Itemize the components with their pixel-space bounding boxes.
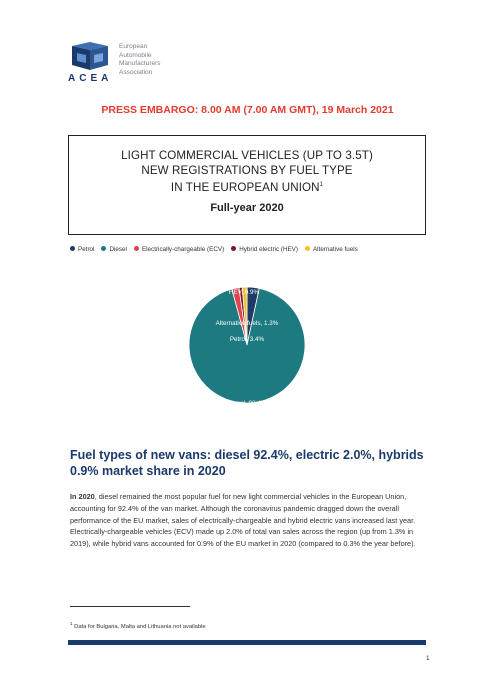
pie-data-label: Alternative fuels, 1.3%: [215, 320, 279, 327]
legend-swatch: [305, 246, 310, 251]
paragraph-text: , diesel remained the most popular fuel for new light commercial vehicles in the European Union, accounting for 92.4% of the van market. Although the coronavirus pandemic dragged down the overall performance of the EU market, sales of electrically-chargeable and hybrid electric vans increased last year. Electrically-chargeable vehicles (ECV) made up 2.0% of total van sales across the region (up from 1.3% in 2019), while hybrid vans accounted for 0.9% of the EU market in 2020 (compared to 0.3% the year before).: [70, 492, 416, 549]
footnote-divider: [70, 606, 190, 607]
association-line: Manufacturers: [119, 60, 161, 68]
association-line: Automobile: [119, 51, 152, 59]
association-name: [119, 43, 161, 77]
pie-data-label: HEV, 0.9%: [228, 289, 260, 296]
pie-data-label: Petrol, 3.4%: [229, 336, 265, 343]
acea-logo-icon: [68, 40, 112, 74]
section-heading: Fuel types of new vans: diesel 92.4%, electric 2.0%, hybrids 0.9% market share in 2020: [70, 448, 424, 478]
footer-bar: [68, 640, 426, 645]
footnote-marker[interactable]: 1: [319, 182, 324, 188]
logo-wordmark: ACEA: [68, 73, 113, 84]
press-embargo: PRESS EMBARGO: 8.00 AM (7.00 AM GMT), 19 March 2021: [101, 104, 394, 116]
legend-label: Diesel: [109, 246, 127, 253]
pie-data-label: ECV, 2.0%: [227, 277, 259, 284]
legend-item: [134, 246, 224, 253]
legend-item: [70, 246, 94, 253]
title-line: LIGHT COMMERCIAL VEHICLES (UP TO 3.5T): [121, 149, 373, 162]
legend-label: Alternative fuels: [312, 246, 358, 253]
document-title: [69, 148, 425, 195]
legend-item: [305, 246, 358, 253]
footnote: [70, 621, 206, 630]
title-box: [68, 135, 426, 235]
footnote-text: Data for Bulgaria, Malta and Lithuania not available: [74, 623, 206, 630]
legend-swatch: [70, 246, 75, 251]
footnote-number: 1: [70, 621, 73, 626]
page-number: 1: [426, 655, 430, 662]
association-line: European: [119, 43, 148, 50]
legend-swatch: [101, 246, 106, 251]
paragraph-lead: In 2020: [70, 492, 95, 501]
legend-swatch: [134, 246, 139, 251]
legend-item: [101, 246, 127, 253]
pie-data-label: Diesel, 92.4%: [227, 400, 267, 407]
title-line: IN THE EUROPEAN UNION$^1$: [170, 180, 324, 194]
chart-legend: [70, 246, 430, 253]
title-line: NEW REGISTRATIONS BY FUEL TYPE: [141, 164, 353, 177]
fuel-type-pie-chart: [185, 253, 310, 433]
document-subtitle: Full-year 2020: [210, 201, 284, 214]
legend-label: Petrol: [78, 246, 95, 253]
body-paragraph: [70, 491, 432, 550]
legend-item: [231, 246, 298, 253]
legend-label: Hybrid electric (HEV): [239, 246, 298, 253]
legend-label: Electrically-chargeable (ECV): [141, 246, 225, 253]
association-line: Association: [119, 68, 153, 76]
legend-swatch: [231, 246, 236, 251]
